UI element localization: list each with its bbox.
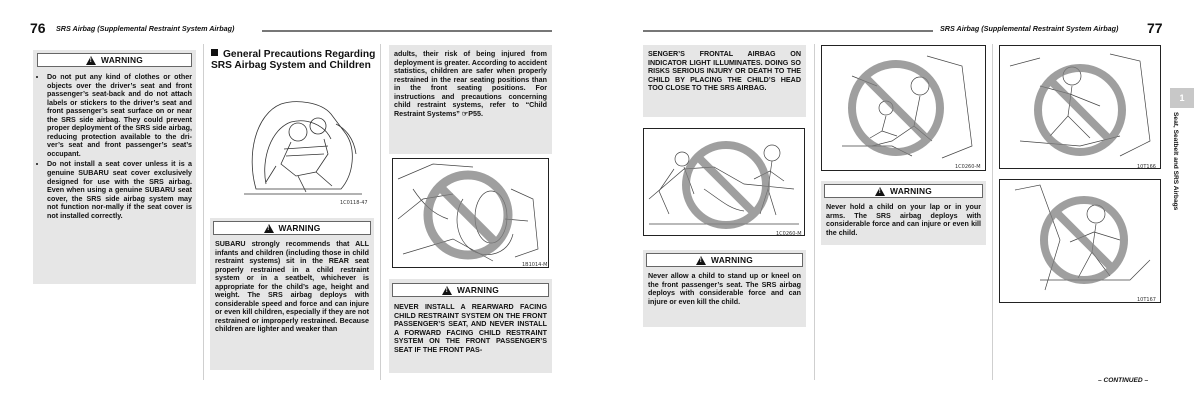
warning-triangle-icon — [442, 286, 452, 295]
warning-triangle-icon — [86, 56, 96, 65]
rear-facing-seat-illustration — [392, 158, 549, 268]
warning-text: SUBARU strongly recommends that ALL infants and children (including those in child restraint systems) sit in the REAR seat properly restrained in a child restraint system or in a seatbelt, whichever is appropriate for the child’s age, height and weight. The SRS airbag deploys with considerable speed and force and can injure or even kill children, especially if they are not restrained or improperly restrained. Because children are lighter and weaker than — [215, 240, 369, 334]
warning-box-children — [210, 218, 374, 370]
warning-triangle-icon — [696, 256, 706, 265]
header-rule-left — [262, 30, 552, 32]
warning-box-standing — [643, 250, 806, 327]
figure-id: 10T166 — [1137, 164, 1156, 170]
column-divider — [203, 44, 204, 380]
child-seat-illustration — [236, 94, 370, 204]
header-rule-right — [643, 30, 933, 32]
running-head-right: SRS Airbag (Supplemental Restraint System Airbag) — [940, 24, 1119, 33]
child-standing-illustration — [643, 128, 805, 236]
figure-id: 10T167 — [1137, 297, 1156, 303]
warning-box-rearward — [389, 279, 552, 373]
figure-id: 1C0118-47 — [340, 200, 368, 206]
warning-label: WARNING — [890, 186, 932, 196]
warning-label: WARNING — [101, 55, 143, 65]
child-on-lap-illustration — [821, 45, 986, 171]
running-head-left: SRS Airbag (Supplemental Restraint System Airbag) — [56, 24, 235, 33]
warning-header — [37, 53, 192, 67]
figure-id: 1C0260-M — [776, 231, 802, 237]
column-divider — [814, 44, 815, 380]
chapter-tab-label: Seat, Seatbelt and SRS Airbags — [1172, 112, 1179, 211]
warning-item: • Do not install a seat cover unless it is a genuine SUBARU seat cover exclusively designed for use with the SRS airbag. Even when using a genuine SUBARU seat cover, the SRS side airbag system may not function nor-mally if the seat cover is not installed correctly. — [47, 160, 192, 220]
warning-header — [392, 283, 549, 297]
warning-header — [824, 184, 983, 198]
warning-header — [213, 221, 371, 235]
text-box-continued — [389, 45, 552, 154]
column-divider — [380, 44, 381, 380]
page-number-right: 77 — [1147, 20, 1163, 36]
warning-text: Never hold a child on your lap or in your arms. The SRS airbag deploys with considerable force and can injure or even kill the child. — [826, 203, 981, 237]
continued-label: – CONTINUED – — [1098, 377, 1149, 384]
warning-label: WARNING — [711, 255, 753, 265]
warning-list — [33, 73, 196, 220]
warning-label: WARNING — [457, 285, 499, 295]
warning-label: WARNING — [278, 223, 321, 233]
warning-text: Never allow a child to stand up or kneel on the front passenger’s seat. The SRS airbag deploys with considerable force and can injure or even kill the child. — [648, 272, 801, 306]
section-title: General Precautions Regarding SRS Airbag System and Children — [211, 49, 376, 72]
square-bullet-icon — [211, 49, 218, 56]
chapter-tab: 1 — [1170, 88, 1194, 108]
warning-header — [646, 253, 803, 267]
warning-triangle-icon — [264, 224, 274, 233]
figure-id: 1C0260-M — [955, 164, 981, 170]
warning-box-seatback — [33, 50, 196, 284]
figure-id: 1B1014-M — [522, 262, 548, 268]
child-in-front-illustration — [999, 45, 1161, 169]
warning-continued-box — [643, 45, 806, 117]
warning-triangle-icon — [875, 187, 885, 196]
warning-box-lap — [821, 181, 986, 245]
warning-text: SENGER’S FRONTAL AIRBAG ON INDICATOR LIGHT ILLUMINATES. DOING SO RISKS SERIOUS INJURY OR DEATH TO THE CHILD BY PLACING THE CHILD’S HEAD TOO CLOSE TO THE SRS AIRBAG. — [648, 50, 801, 93]
body-text: adults, their risk of being injured from deployment is greater. According to accident statistics, children are safer when properly restrained in the rear seating positions than in the front seating positions. For instructions and precautions concerning child restraint systems, refer to “Child Restraint Systems” ☞P55. — [394, 50, 547, 118]
warning-item: • Do not put any kind of clothes or other objects over the driver’s seat and front passenger’s seat-back and do not attach labels or stickers to the driver’s seat and front passenger’s seat surface on or near the SRS side airbag. They could prevent proper deployment of the SRS side airbag, reducing protection available to the dri-ver’s seat and front passenger’s seat’s occupant. — [47, 73, 192, 158]
warning-text: NEVER INSTALL A REARWARD FACING CHILD RESTRAINT SYSTEM ON THE FRONT PASSENGER’S SEAT, AND NEVER INSTALL A FORWARD FACING CHILD RESTRAINT SYSTEM ON THE FRONT PASSENGER’S SEAT IF THE FRONT PAS- — [394, 303, 547, 354]
page-number-left: 76 — [30, 20, 46, 36]
child-kneeling-illustration — [999, 179, 1161, 303]
column-divider — [992, 44, 993, 380]
